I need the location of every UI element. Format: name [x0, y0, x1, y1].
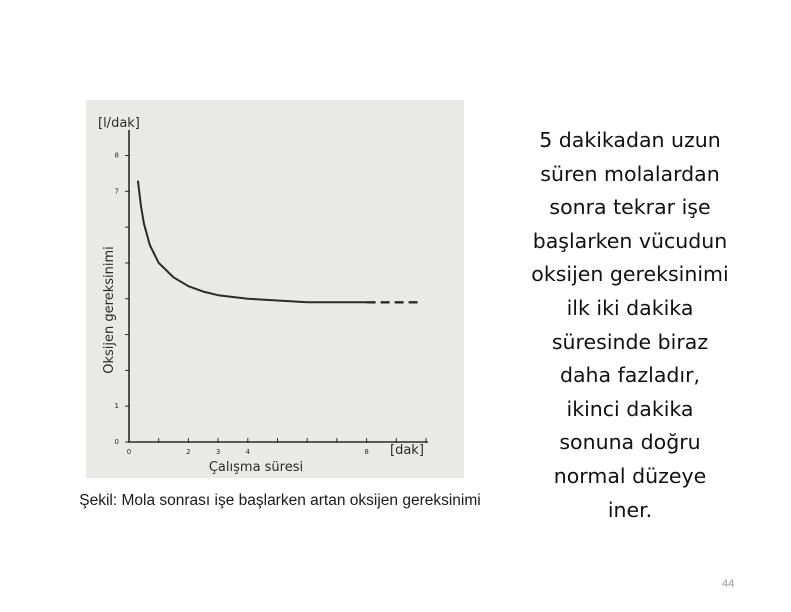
page-number: 44 — [722, 578, 735, 590]
y-axis-label: Oksijen gereksinimi — [102, 246, 117, 374]
y-tick-label: 0 — [114, 438, 119, 446]
y-axis-unit: [l/dak] — [98, 116, 140, 131]
x-tick-label: 4 — [245, 448, 251, 456]
chart-svg — [86, 100, 464, 478]
y-tick-label: 7 — [114, 187, 119, 196]
side-text: 5 dakikadan uzun süren molalardan sonra tekrar işe başlarken vücudun oksijen gereksinimi ilk iki dakika süresinde biraz daha fazladır, ikinci dakika sonuna doğru normal düzeye iner. — [531, 128, 729, 522]
chart-figure — [86, 100, 464, 478]
series-line-solid — [138, 181, 367, 303]
chart-axes — [129, 130, 428, 442]
x-axis-unit: [dak] — [390, 443, 424, 458]
x-tick-label: 2 — [186, 448, 191, 456]
x-tick-label: 8 — [364, 448, 369, 456]
chart-ticks — [115, 151, 426, 456]
y-tick-label: 1 — [114, 402, 119, 411]
chart-series — [138, 181, 420, 303]
figure-caption: Şekil: Mola sonrası işe başlarken artan oksijen gereksinimi — [79, 492, 481, 509]
y-tick-label: 8 — [114, 151, 119, 160]
x-axis-label: Çalışma süresi — [208, 460, 304, 475]
x-tick-label: 0 — [126, 448, 132, 456]
x-tick-label: 3 — [215, 448, 221, 456]
